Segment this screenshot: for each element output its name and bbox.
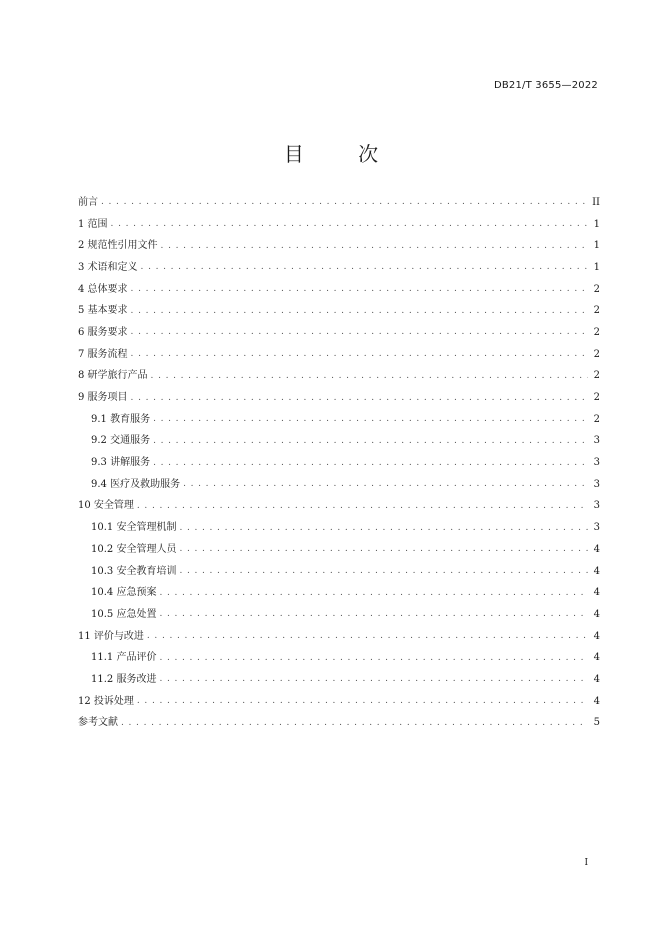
toc-entry-label: 参考文献	[78, 717, 118, 729]
toc-entry[interactable]	[78, 300, 600, 322]
toc-entry-page: 4	[593, 587, 600, 599]
toc-entry-label: 10.4 应急预案	[91, 587, 157, 599]
toc-entry[interactable]	[78, 387, 600, 409]
toc-entry[interactable]	[78, 214, 600, 236]
toc-entry-label: 10 安全管理	[78, 500, 134, 512]
toc-entry-page: 3	[593, 522, 600, 534]
toc-dot-leader	[153, 437, 588, 446]
toc-dot-leader	[159, 654, 588, 663]
toc-entry-page: 2	[593, 348, 600, 360]
toc-entry-label: 10.5 应急处置	[91, 608, 157, 620]
toc-entry-page: 2	[593, 305, 600, 317]
toc-dot-leader	[131, 394, 588, 403]
toc-entry-page: 3	[593, 500, 600, 512]
toc-entry[interactable]	[78, 669, 600, 691]
toc-entry-label: 9.2 交通服务	[91, 435, 151, 447]
toc-entry[interactable]	[78, 279, 600, 301]
toc-entry-label: 9.4 医疗及救助服务	[91, 478, 181, 490]
toc-entry[interactable]	[78, 257, 600, 279]
toc-dot-leader	[141, 263, 588, 272]
toc-entry[interactable]	[78, 691, 600, 713]
toc-dot-leader	[137, 697, 588, 706]
toc-entry[interactable]	[78, 539, 600, 561]
toc-entry-label: 10.3 安全教育培训	[91, 565, 177, 577]
toc-entry-label: 4 总体要求	[78, 283, 128, 295]
toc-entry[interactable]	[78, 582, 600, 604]
toc-entry[interactable]	[78, 604, 600, 626]
toc-dot-leader	[183, 480, 588, 489]
toc-entry-page: 4	[593, 608, 600, 620]
toc-dot-leader	[101, 198, 588, 207]
toc-dot-leader	[131, 285, 588, 294]
toc-entry-page: II	[592, 196, 600, 208]
toc-dot-leader	[179, 567, 588, 576]
toc-entry-label: 1 范围	[78, 218, 108, 230]
toc-entry-label: 12 投诉处理	[78, 695, 134, 707]
toc-entry[interactable]	[78, 517, 600, 539]
toc-title: 目 次	[283, 142, 403, 166]
toc-dot-leader	[153, 459, 588, 468]
toc-entry-page: 4	[593, 695, 600, 707]
toc-entry[interactable]	[78, 366, 600, 388]
toc-dot-leader	[153, 415, 588, 424]
toc-entry-label: 5 基本要求	[78, 305, 128, 317]
toc-entry[interactable]	[78, 561, 600, 583]
toc-entry[interactable]	[78, 713, 600, 735]
toc-entry[interactable]	[78, 235, 600, 257]
toc-entry-page: 3	[593, 457, 600, 469]
toc-entry[interactable]	[78, 496, 600, 518]
toc-entry[interactable]	[78, 322, 600, 344]
toc-entry-label: 11.1 产品评价	[91, 652, 157, 664]
toc-dot-leader	[159, 675, 588, 684]
toc-dot-leader	[179, 524, 588, 533]
toc-dot-leader	[159, 610, 588, 619]
toc-entry[interactable]	[78, 192, 600, 214]
toc-entry-page: 4	[593, 652, 600, 664]
toc-entry-label: 3 术语和定义	[78, 261, 138, 273]
toc-entry[interactable]	[78, 452, 600, 474]
table-of-contents	[78, 192, 600, 734]
toc-entry-page: 4	[593, 673, 600, 685]
toc-entry[interactable]	[78, 474, 600, 496]
toc-dot-leader	[179, 545, 588, 554]
toc-entry-label: 9.3 讲解服务	[91, 457, 151, 469]
toc-entry-page: 1	[593, 261, 600, 273]
toc-entry-page: 3	[593, 478, 600, 490]
toc-dot-leader	[147, 632, 588, 641]
toc-entry-label: 6 服务要求	[78, 326, 128, 338]
toc-entry-page: 5	[593, 717, 600, 729]
toc-dot-leader	[137, 502, 588, 511]
toc-dot-leader	[151, 372, 588, 381]
toc-entry-label: 9.1 教育服务	[91, 413, 151, 425]
toc-dot-leader	[131, 328, 588, 337]
toc-dot-leader	[161, 242, 588, 251]
document-code: DB21/T 3655—2022	[493, 80, 598, 91]
toc-dot-leader	[111, 220, 588, 229]
toc-entry-label: 前言	[78, 196, 98, 208]
toc-entry-page: 1	[593, 240, 600, 252]
toc-entry-label: 8 研学旅行产品	[78, 370, 148, 382]
toc-entry-page: 1	[593, 218, 600, 230]
toc-entry-label: 10.2 安全管理人员	[91, 543, 177, 555]
toc-entry[interactable]	[78, 344, 600, 366]
toc-dot-leader	[159, 589, 588, 598]
page-number: I	[584, 858, 588, 868]
toc-entry-label: 10.1 安全管理机制	[91, 522, 177, 534]
toc-entry-page: 3	[593, 435, 600, 447]
toc-entry-label: 2 规范性引用文件	[78, 240, 158, 252]
toc-entry-page: 2	[593, 413, 600, 425]
toc-entry-page: 2	[593, 326, 600, 338]
toc-entry[interactable]	[78, 431, 600, 453]
toc-entry-page: 4	[593, 543, 600, 555]
toc-entry-page: 2	[593, 283, 600, 295]
toc-entry-page: 4	[593, 565, 600, 577]
toc-entry-label: 11.2 服务改进	[91, 673, 157, 685]
toc-entry-page: 4	[593, 630, 600, 642]
toc-entry[interactable]	[78, 409, 600, 431]
toc-dot-leader	[121, 719, 588, 728]
toc-entry-page: 2	[593, 392, 600, 404]
toc-entry[interactable]	[78, 647, 600, 669]
toc-entry-label: 7 服务流程	[78, 348, 128, 360]
toc-entry-page: 2	[593, 370, 600, 382]
toc-entry[interactable]	[78, 626, 600, 648]
toc-entry-label: 9 服务项目	[78, 392, 128, 404]
toc-dot-leader	[131, 307, 588, 316]
toc-entry-label: 11 评价与改进	[78, 630, 144, 642]
toc-dot-leader	[131, 350, 588, 359]
